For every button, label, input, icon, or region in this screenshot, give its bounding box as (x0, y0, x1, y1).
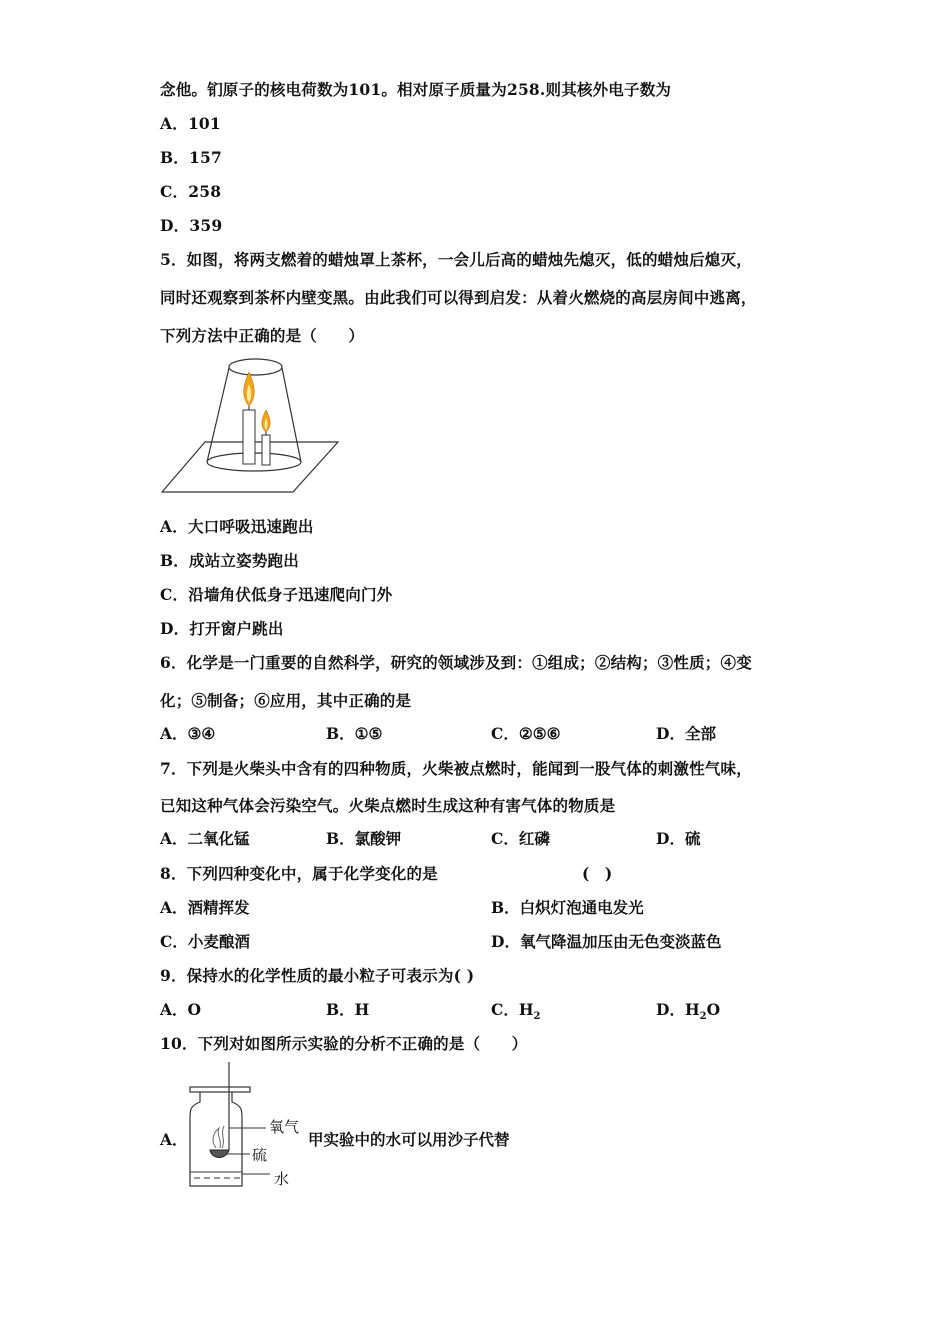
option-label: C． (491, 1000, 519, 1019)
q7-option-a[interactable] (160, 827, 250, 849)
q7-stem-line-1: 7．下列是火柴头中含有的四种物质，火柴被点燃时，能闻到一股气体的刺激性气味， (160, 759, 752, 778)
option-label: C． (160, 585, 189, 604)
q8-stem: 8．下列四种变化中，属于化学变化的是 (160, 864, 438, 883)
option-text: ③④ (187, 724, 216, 743)
sulfur-label: 硫 (252, 1146, 268, 1164)
q10-option-a-label[interactable]: A． (160, 1130, 188, 1149)
option-label: D． (656, 724, 685, 743)
q9-stem: 9．保持水的化学性质的最小粒子可表示为( ) (160, 966, 475, 985)
q7-stem-line-2: 已知这种气体会污染空气。火柴点燃时生成这种有害气体的物质是 (160, 796, 616, 815)
q8-option-a[interactable] (160, 896, 250, 918)
option-label: B． (160, 551, 190, 570)
q10-stem: 10．下列对如图所示实验的分析不正确的是（ ） (160, 1034, 528, 1053)
option-text: 101 (187, 114, 221, 133)
option-label: B． (160, 148, 190, 167)
formula-subscript: 2 (533, 1011, 541, 1023)
q4-option-b[interactable] (160, 146, 222, 168)
option-text: 沿墙角伏低身子迅速爬向门外 (188, 585, 393, 604)
q10-option-a-text[interactable]: 甲实验中的水可以用沙子代替 (308, 1130, 510, 1149)
option-text: 二氧化锰 (187, 829, 250, 848)
option-label: A． (160, 114, 188, 133)
q4-stem-tail: 念他。钔原子的核电荷数为101。相对原子质量为258.则其核外电子数为 (160, 80, 672, 99)
jar-stopper (190, 1087, 250, 1092)
water-label: 水 (274, 1170, 290, 1188)
option-label: A． (160, 1000, 188, 1019)
option-label: C． (491, 724, 519, 743)
option-text: 258 (188, 182, 222, 201)
q9-option-c[interactable] (491, 998, 540, 1022)
option-text: 氧气降温加压由无色变淡蓝色 (519, 932, 722, 951)
q6-option-c[interactable] (491, 722, 561, 744)
q8-option-c[interactable] (160, 930, 250, 952)
q6-option-b[interactable] (326, 722, 382, 744)
option-text: 157 (189, 148, 222, 167)
q7-option-d[interactable] (656, 827, 700, 849)
option-label: A． (160, 898, 188, 917)
option-text: 红磷 (518, 829, 550, 848)
q4-option-d[interactable] (160, 214, 222, 236)
option-label: C． (160, 932, 188, 951)
option-label: A． (160, 724, 188, 743)
option-text: 酒精挥发 (187, 898, 250, 917)
option-label: B． (491, 898, 520, 917)
q8-answer-bracket: ( ) (582, 864, 613, 883)
formula-tail: O (706, 1000, 721, 1019)
cup-top (229, 359, 282, 375)
q5-option-c[interactable] (160, 583, 392, 605)
option-text: 全部 (684, 724, 716, 743)
q6-stem-line-2: 化；⑤制备；⑥应用，其中正确的是 (160, 691, 412, 710)
sulfur-flame-icon (213, 1126, 224, 1148)
option-text: O (187, 1000, 202, 1019)
q5-option-b[interactable] (160, 549, 299, 571)
q4-option-c[interactable] (160, 180, 221, 202)
formula-symbol: H (684, 1000, 700, 1019)
q6-option-a[interactable] (160, 722, 215, 744)
q7-option-b[interactable] (326, 827, 401, 849)
q9-option-d[interactable] (656, 998, 720, 1022)
option-label: D． (160, 619, 190, 638)
option-text: 氯酸钾 (354, 829, 402, 848)
q7-option-c[interactable] (491, 827, 550, 849)
option-text: 小麦酿酒 (187, 932, 250, 951)
option-label: D． (656, 829, 685, 848)
option-text: 大口呼吸迅速跑出 (187, 517, 314, 536)
option-label: B． (326, 829, 355, 848)
formula-subscript: 2 (699, 1011, 707, 1023)
oxygen-label: 氧气 (269, 1118, 300, 1136)
q5-stem-line-1: 5．如图，将两支燃着的蜡烛罩上茶杯，一会儿后高的蜡烛先熄灭，低的蜡烛后熄灭， (160, 250, 752, 269)
formula-symbol: H (518, 1000, 534, 1019)
q5-option-d[interactable] (160, 617, 284, 639)
q9-option-a[interactable] (160, 998, 201, 1020)
q6-option-d[interactable] (656, 722, 716, 744)
option-label: C． (491, 829, 519, 848)
sulfur-oxygen-jar-figure (186, 1060, 316, 1192)
q5-stem-line-3: 下列方法中正确的是（ ） (160, 326, 365, 345)
q4-option-a[interactable] (160, 112, 221, 134)
option-label: D． (656, 1000, 685, 1019)
option-text: 359 (189, 216, 223, 235)
option-label: D． (491, 932, 520, 951)
q6-stem-line-1: 6．化学是一门重要的自然科学，研究的领域涉及到：①组成；②结构；③性质；④变 (160, 653, 752, 672)
short-candle (262, 435, 270, 465)
q9-option-b[interactable] (326, 998, 369, 1020)
tall-candle (243, 410, 255, 464)
option-text: 白炽灯泡通电发光 (519, 898, 644, 917)
option-text: 硫 (684, 829, 701, 848)
option-label: D． (160, 216, 190, 235)
option-label: B． (326, 724, 355, 743)
option-text: ①⑤ (354, 724, 383, 743)
option-text: 成站立姿势跑出 (189, 551, 299, 570)
option-text: 打开窗户跳出 (189, 619, 284, 638)
q5-stem-line-2: 同时还观察到茶杯内壁变黑。由此我们可以得到启发：从着火燃烧的高层房间中逃离， (160, 288, 757, 307)
option-label: A． (160, 829, 188, 848)
option-label: A． (160, 517, 188, 536)
option-text: H (354, 1000, 370, 1019)
option-label: B． (326, 1000, 355, 1019)
option-text: ②⑤⑥ (518, 724, 561, 743)
option-label: C． (160, 182, 189, 201)
candle-cup-figure (160, 350, 340, 496)
q5-option-a[interactable] (160, 515, 314, 537)
q8-option-d[interactable] (491, 930, 721, 952)
q8-option-b[interactable] (491, 896, 644, 918)
